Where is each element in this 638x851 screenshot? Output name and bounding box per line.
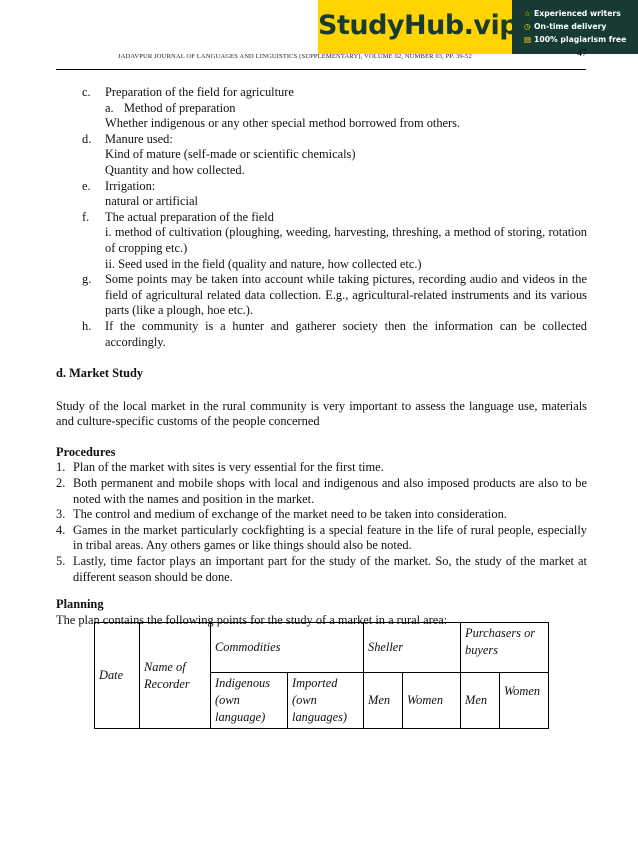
- ad-banner[interactable]: [318, 0, 638, 54]
- list-item-title: If the community is a hunter and gatherer society then the information can be collected accordingly.: [105, 318, 587, 349]
- list-item-title: Manure used:: [105, 131, 173, 146]
- list-marker: d.: [82, 131, 92, 146]
- list-marker: 4.: [56, 522, 66, 537]
- market-plan-table: [94, 622, 549, 729]
- planning-text: The plan contains the following points for the study of a market in a rural area:: [56, 612, 448, 627]
- banner-logo[interactable]: StudyHub.vip: [318, 0, 512, 54]
- list-marker: 5.: [56, 554, 66, 569]
- planning-heading: Planning: [56, 597, 104, 612]
- list-marker: f.: [82, 209, 90, 224]
- procedures-heading: Procedures: [56, 444, 116, 459]
- list-item-d: [56, 132, 587, 179]
- banner-feature-list: [524, 7, 626, 46]
- list-marker: e.: [82, 178, 91, 193]
- list-item-e: [56, 179, 587, 210]
- header-indigenous: Indigenous (own language): [211, 673, 288, 729]
- procedure-item: 4. Games in the market particularly cockfighting is a special feature in the life of rural people, especially in tribal areas. Any others games or like things should also be noted.: [56, 522, 587, 553]
- list-item-f: [56, 210, 587, 272]
- list-marker: h.: [82, 318, 92, 333]
- header-sheller-women: Women: [403, 673, 461, 729]
- header-recorder: Name of Recorder: [140, 623, 211, 729]
- section-heading: d. Market Study: [56, 366, 144, 381]
- procedure-item: 3. The control and medium of exchange of the market need to be taken into consideration.: [56, 507, 507, 522]
- list-marker: 2.: [56, 476, 66, 491]
- header-rule: [56, 69, 586, 70]
- header-buyer-women: Women: [500, 673, 549, 729]
- list-item-c: [56, 85, 587, 132]
- intro-paragraph: Study of the local market in the rural community is very important to assess the language use, materials and culture-specific customs of the people concerned: [56, 398, 587, 429]
- list-marker: 1.: [56, 460, 66, 475]
- header-sheller: Sheller: [364, 623, 461, 673]
- header-sheller-men: Men: [364, 673, 403, 729]
- star-icon: ☆: [524, 9, 531, 18]
- sub-line: Quantity and how collected.: [105, 162, 245, 177]
- banner-feature: ◷ On-time delivery: [524, 22, 607, 31]
- list-marker: 3.: [56, 507, 66, 522]
- procedure-item: 5. Lastly, time factor plays an important part for the study of the market. So, the study of the market at different season should be done.: [56, 554, 587, 584]
- sub-line: ii. Seed used in the field (quality and nature, how collected etc.): [105, 256, 422, 271]
- banner-feature: ☆ Experienced writers: [524, 9, 621, 18]
- procedure-item: 2. Both permanent and mobile shops with local and indigenous and also imposed products are also to be noted with the names and position in the market.: [56, 476, 587, 506]
- list-marker: c.: [82, 85, 91, 99]
- header-date: Date: [95, 623, 140, 729]
- document-check-icon: ▤: [524, 35, 532, 44]
- list-item-h: [56, 319, 587, 350]
- sub-item: a. Method of preparation: [105, 100, 236, 115]
- clock-icon: ◷: [524, 22, 531, 31]
- list-item-title: Irrigation:: [105, 178, 156, 193]
- sub-line: natural or artificial: [105, 194, 198, 209]
- list-item-title: Preparation of the field for agriculture: [105, 85, 294, 99]
- page-number: 47: [577, 48, 587, 59]
- header-purchasers: Purchasers or buyers: [461, 623, 549, 673]
- header-commodities: Commodities: [211, 623, 364, 673]
- header-imported: Imported (own languages): [288, 673, 364, 729]
- list-item-g: [56, 272, 587, 319]
- sub-line: Kind of mature (self-made or scientific chemicals): [105, 147, 356, 162]
- procedure-item: 1. Plan of the market with sites is very essential for the first time.: [56, 460, 384, 475]
- list-item-title: The actual preparation of the field: [105, 209, 274, 224]
- header-buyer-men: Men: [461, 673, 500, 729]
- sub-line: i. method of cultivation (ploughing, weeding, harvesting, threshing, a method of storing, rotation of cropping etc.): [105, 225, 587, 255]
- page-body: [56, 85, 587, 628]
- list-item-title: Some points may be taken into account while taking pictures, recording audio and videos in the field of agricultural related data collection. E.g., agricultural-related instruments and its various parts (like a plough, hoe etc.).: [105, 272, 587, 318]
- sub-line: Whether indigenous or any other special method borrowed from others.: [105, 116, 461, 131]
- banner-feature: ▤ 100% plagiarism free: [524, 35, 627, 44]
- running-header: JADAVPUR JOURNAL OF LANGUAGES AND LINGUISTICS (SUPPLEMENTARY), VOLUME 02, NUMBER 03, PP. 39-52: [118, 53, 472, 60]
- list-marker: g.: [82, 272, 92, 287]
